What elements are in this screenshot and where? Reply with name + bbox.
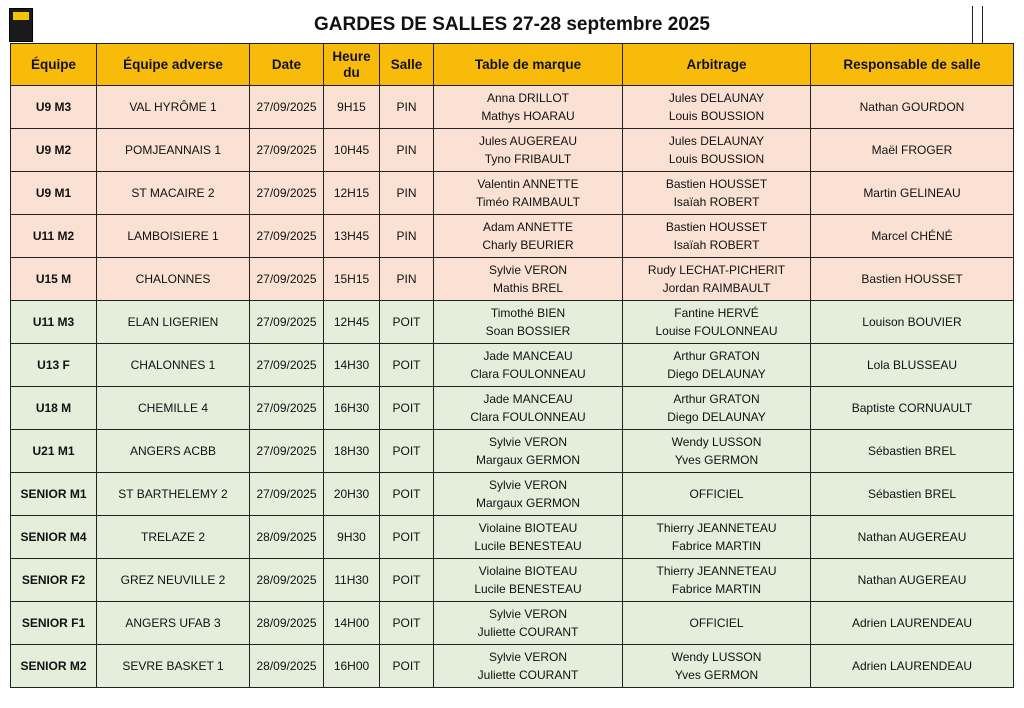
cell-salle: POIT bbox=[380, 301, 434, 344]
table-marque-name-2: Charly BEURIER bbox=[482, 238, 574, 252]
arbitre-name-1: Jules DELAUNAY bbox=[668, 134, 765, 148]
table-marque-name-1: Jules AUGEREAU bbox=[478, 134, 578, 148]
table-row bbox=[11, 559, 1014, 602]
table-marque-name-1: Adam ANNETTE bbox=[482, 220, 574, 234]
cell-arbitrage bbox=[623, 258, 811, 301]
col-header-adverse: Équipe adverse bbox=[97, 44, 250, 86]
cell-equipe: SENIOR F2 bbox=[11, 559, 97, 602]
cell-date: 27/09/2025 bbox=[250, 86, 324, 129]
arbitre-name-1: OFFICIEL bbox=[689, 616, 744, 630]
arbitre-name-1: Wendy LUSSON bbox=[671, 435, 762, 449]
cell-table-marque bbox=[434, 516, 623, 559]
cell-date: 27/09/2025 bbox=[250, 301, 324, 344]
cell-heure: 11H30 bbox=[324, 559, 380, 602]
cell-salle: POIT bbox=[380, 473, 434, 516]
cell-equipe: U11 M2 bbox=[11, 215, 97, 258]
cell-salle: POIT bbox=[380, 516, 434, 559]
header-row bbox=[11, 44, 1014, 86]
arbitre-name-1: Arthur GRATON bbox=[673, 349, 760, 363]
table-marque-name-2: Clara FOULONNEAU bbox=[470, 367, 586, 381]
cell-arbitrage bbox=[623, 645, 811, 688]
table-marque-name-1: Anna DRILLOT bbox=[486, 91, 570, 105]
table-marque-name-2: Lucile BENESTEAU bbox=[474, 582, 582, 596]
arbitre-name-1: Jules DELAUNAY bbox=[668, 91, 765, 105]
cell-adverse: ST BARTHELEMY 2 bbox=[97, 473, 250, 516]
table-marque-name-1: Sylvie VERON bbox=[488, 650, 568, 664]
cell-table-marque bbox=[434, 172, 623, 215]
cell-date: 28/09/2025 bbox=[250, 559, 324, 602]
cell-responsable: Bastien HOUSSET bbox=[811, 258, 1014, 301]
table-row bbox=[11, 344, 1014, 387]
cell-arbitrage bbox=[623, 387, 811, 430]
table-row bbox=[11, 301, 1014, 344]
col-header-date: Date bbox=[250, 44, 324, 86]
cell-responsable: Nathan AUGEREAU bbox=[811, 559, 1014, 602]
cell-date: 28/09/2025 bbox=[250, 602, 324, 645]
arbitre-name-1: Rudy LECHAT-PICHERIT bbox=[647, 263, 786, 277]
arbitre-name-1: Thierry JEANNETEAU bbox=[656, 521, 777, 535]
cell-adverse: ANGERS ACBB bbox=[97, 430, 250, 473]
cell-adverse: ELAN LIGERIEN bbox=[97, 301, 250, 344]
cell-arbitrage bbox=[623, 344, 811, 387]
cell-heure: 12H15 bbox=[324, 172, 380, 215]
cell-salle: PIN bbox=[380, 258, 434, 301]
table-marque-name-2: Lucile BENESTEAU bbox=[474, 539, 582, 553]
cell-arbitrage bbox=[623, 430, 811, 473]
cell-table-marque bbox=[434, 258, 623, 301]
page-title: GARDES DE SALLES 27-28 septembre 2025 bbox=[314, 14, 710, 35]
cell-arbitrage bbox=[623, 86, 811, 129]
schedule-table bbox=[10, 43, 1014, 688]
cell-heure: 16H30 bbox=[324, 387, 380, 430]
cell-arbitrage bbox=[623, 559, 811, 602]
arbitre-name-1: Bastien HOUSSET bbox=[665, 220, 768, 234]
margin-marks bbox=[972, 6, 984, 44]
cell-date: 28/09/2025 bbox=[250, 516, 324, 559]
cell-adverse: LAMBOISIERE 1 bbox=[97, 215, 250, 258]
table-marque-name-2: Juliette COURANT bbox=[477, 625, 579, 639]
cell-heure: 16H00 bbox=[324, 645, 380, 688]
cell-arbitrage bbox=[623, 516, 811, 559]
cell-salle: POIT bbox=[380, 602, 434, 645]
cell-heure: 10H45 bbox=[324, 129, 380, 172]
table-marque-name-2: Mathis BREL bbox=[492, 281, 564, 295]
cell-heure: 18H30 bbox=[324, 430, 380, 473]
cell-date: 27/09/2025 bbox=[250, 473, 324, 516]
col-header-equipe: Équipe bbox=[11, 44, 97, 86]
arbitre-name-2: Fabrice MARTIN bbox=[671, 582, 762, 596]
col-header-table: Table de marque bbox=[434, 44, 623, 86]
cell-salle: PIN bbox=[380, 129, 434, 172]
table-row bbox=[11, 172, 1014, 215]
cell-table-marque bbox=[434, 344, 623, 387]
arbitre-name-2: Louis BOUSSION bbox=[668, 109, 765, 123]
table-marque-name-1: Sylvie VERON bbox=[488, 263, 568, 277]
table-marque-name-1: Sylvie VERON bbox=[488, 607, 568, 621]
cell-table-marque bbox=[434, 387, 623, 430]
table-marque-name-1: Sylvie VERON bbox=[488, 435, 568, 449]
table-marque-name-1: Violaine BIOTEAU bbox=[478, 521, 578, 535]
cell-adverse: VAL HYRÔME 1 bbox=[97, 86, 250, 129]
cell-heure: 13H45 bbox=[324, 215, 380, 258]
cell-table-marque bbox=[434, 129, 623, 172]
cell-salle: POIT bbox=[380, 645, 434, 688]
cell-equipe: U9 M2 bbox=[11, 129, 97, 172]
table-row bbox=[11, 645, 1014, 688]
table-marque-name-1: Sylvie VERON bbox=[488, 478, 568, 492]
arbitre-name-1: Wendy LUSSON bbox=[671, 650, 762, 664]
table-row bbox=[11, 215, 1014, 258]
arbitre-name-2: Diego DELAUNAY bbox=[667, 367, 766, 381]
col-header-salle: Salle bbox=[380, 44, 434, 86]
arbitre-name-2: Yves GERMON bbox=[674, 668, 759, 682]
table-row bbox=[11, 86, 1014, 129]
table-row bbox=[11, 473, 1014, 516]
col-header-heure-line2: du bbox=[343, 64, 360, 80]
cell-salle: PIN bbox=[380, 215, 434, 258]
cell-responsable: Adrien LAURENDEAU bbox=[811, 602, 1014, 645]
cell-equipe: U9 M1 bbox=[11, 172, 97, 215]
col-header-heure-line1: Heure bbox=[332, 48, 371, 64]
cell-salle: POIT bbox=[380, 387, 434, 430]
table-marque-name-1: Jade MANCEAU bbox=[483, 392, 573, 406]
cell-arbitrage bbox=[623, 602, 811, 645]
table-marque-name-2: Tyno FRIBAULT bbox=[484, 152, 572, 166]
cell-equipe: U21 M1 bbox=[11, 430, 97, 473]
cell-equipe: U18 M bbox=[11, 387, 97, 430]
cell-adverse: SEVRE BASKET 1 bbox=[97, 645, 250, 688]
arbitre-name-1: Bastien HOUSSET bbox=[665, 177, 768, 191]
table-row bbox=[11, 258, 1014, 301]
cell-adverse: CHEMILLE 4 bbox=[97, 387, 250, 430]
cell-date: 27/09/2025 bbox=[250, 215, 324, 258]
cell-equipe: U11 M3 bbox=[11, 301, 97, 344]
cell-responsable: Sébastien BREL bbox=[811, 473, 1014, 516]
cell-responsable: Nathan AUGEREAU bbox=[811, 516, 1014, 559]
cell-responsable: Lola BLUSSEAU bbox=[811, 344, 1014, 387]
table-marque-name-2: Soan BOSSIER bbox=[485, 324, 571, 338]
table-marque-name-2: Juliette COURANT bbox=[477, 668, 579, 682]
table-row bbox=[11, 430, 1014, 473]
cell-heure: 15H15 bbox=[324, 258, 380, 301]
cell-responsable: Sébastien BREL bbox=[811, 430, 1014, 473]
cell-salle: POIT bbox=[380, 344, 434, 387]
col-header-heure bbox=[324, 44, 380, 86]
cell-responsable: Baptiste CORNUAULT bbox=[811, 387, 1014, 430]
arbitre-name-2: Yves GERMON bbox=[674, 453, 759, 467]
cell-table-marque bbox=[434, 473, 623, 516]
arbitre-name-2: Diego DELAUNAY bbox=[667, 410, 766, 424]
cell-responsable: Martin GELINEAU bbox=[811, 172, 1014, 215]
cell-adverse: POMJEANNAIS 1 bbox=[97, 129, 250, 172]
arbitre-name-1: Fantine HERVÉ bbox=[674, 306, 759, 320]
arbitre-name-2: Fabrice MARTIN bbox=[671, 539, 762, 553]
cell-date: 27/09/2025 bbox=[250, 430, 324, 473]
cell-salle: PIN bbox=[380, 86, 434, 129]
cell-equipe: SENIOR M1 bbox=[11, 473, 97, 516]
cell-heure: 9H30 bbox=[324, 516, 380, 559]
arbitre-name-2: Louis BOUSSION bbox=[668, 152, 765, 166]
cell-responsable: Marcel CHÉNÉ bbox=[811, 215, 1014, 258]
cell-date: 28/09/2025 bbox=[250, 645, 324, 688]
arbitre-name-1: OFFICIEL bbox=[689, 487, 744, 501]
table-marque-name-1: Violaine BIOTEAU bbox=[478, 564, 578, 578]
cell-heure: 14H30 bbox=[324, 344, 380, 387]
cell-heure: 20H30 bbox=[324, 473, 380, 516]
table-row bbox=[11, 387, 1014, 430]
table-marque-name-1: Timothé BIEN bbox=[490, 306, 566, 320]
cell-table-marque bbox=[434, 602, 623, 645]
cell-equipe: U15 M bbox=[11, 258, 97, 301]
table-marque-name-2: Mathys HOARAU bbox=[481, 109, 575, 123]
cell-salle: POIT bbox=[380, 430, 434, 473]
cell-responsable: Louison BOUVIER bbox=[811, 301, 1014, 344]
cell-arbitrage bbox=[623, 129, 811, 172]
arbitre-name-2: Jordan RAIMBAULT bbox=[662, 281, 771, 295]
cell-date: 27/09/2025 bbox=[250, 258, 324, 301]
cell-equipe: U9 M3 bbox=[11, 86, 97, 129]
col-header-arbitrage: Arbitrage bbox=[623, 44, 811, 86]
table-marque-name-1: Jade MANCEAU bbox=[483, 349, 573, 363]
table-row bbox=[11, 516, 1014, 559]
col-header-responsable: Responsable de salle bbox=[811, 44, 1014, 86]
cell-arbitrage bbox=[623, 215, 811, 258]
cell-adverse: GREZ NEUVILLE 2 bbox=[97, 559, 250, 602]
cell-table-marque bbox=[434, 301, 623, 344]
cell-date: 27/09/2025 bbox=[250, 344, 324, 387]
cell-adverse: TRELAZE 2 bbox=[97, 516, 250, 559]
cell-heure: 14H00 bbox=[324, 602, 380, 645]
arbitre-name-2: Isaïah ROBERT bbox=[673, 195, 760, 209]
cell-arbitrage bbox=[623, 172, 811, 215]
cell-date: 27/09/2025 bbox=[250, 129, 324, 172]
cell-equipe: SENIOR F1 bbox=[11, 602, 97, 645]
cell-heure: 9H15 bbox=[324, 86, 380, 129]
arbitre-name-1: Arthur GRATON bbox=[673, 392, 760, 406]
arbitre-name-1: Thierry JEANNETEAU bbox=[656, 564, 777, 578]
table-marque-name-2: Margaux GERMON bbox=[475, 453, 581, 467]
arbitre-name-2: Isaïah ROBERT bbox=[673, 238, 760, 252]
cell-responsable: Adrien LAURENDEAU bbox=[811, 645, 1014, 688]
cell-table-marque bbox=[434, 86, 623, 129]
cell-adverse: ST MACAIRE 2 bbox=[97, 172, 250, 215]
cell-table-marque bbox=[434, 645, 623, 688]
cell-arbitrage bbox=[623, 301, 811, 344]
arbitre-name-2: Louise FOULONNEAU bbox=[655, 324, 778, 338]
cell-table-marque bbox=[434, 430, 623, 473]
cell-responsable: Maël FROGER bbox=[811, 129, 1014, 172]
cell-arbitrage bbox=[623, 473, 811, 516]
cell-date: 27/09/2025 bbox=[250, 387, 324, 430]
table-marque-name-2: Margaux GERMON bbox=[475, 496, 581, 510]
cell-adverse: ANGERS UFAB 3 bbox=[97, 602, 250, 645]
table-marque-name-2: Timéo RAIMBAULT bbox=[475, 195, 580, 209]
cell-salle: POIT bbox=[380, 559, 434, 602]
table-row bbox=[11, 602, 1014, 645]
cell-adverse: CHALONNES 1 bbox=[97, 344, 250, 387]
cell-heure: 12H45 bbox=[324, 301, 380, 344]
cell-responsable: Nathan GOURDON bbox=[811, 86, 1014, 129]
cell-equipe: SENIOR M4 bbox=[11, 516, 97, 559]
cell-table-marque bbox=[434, 215, 623, 258]
cell-date: 27/09/2025 bbox=[250, 172, 324, 215]
cell-adverse: CHALONNES bbox=[97, 258, 250, 301]
cell-equipe: SENIOR M2 bbox=[11, 645, 97, 688]
cell-table-marque bbox=[434, 559, 623, 602]
cell-equipe: U13 F bbox=[11, 344, 97, 387]
table-row bbox=[11, 129, 1014, 172]
table-marque-name-1: Valentin ANNETTE bbox=[477, 177, 579, 191]
table-marque-name-2: Clara FOULONNEAU bbox=[470, 410, 586, 424]
cell-salle: PIN bbox=[380, 172, 434, 215]
